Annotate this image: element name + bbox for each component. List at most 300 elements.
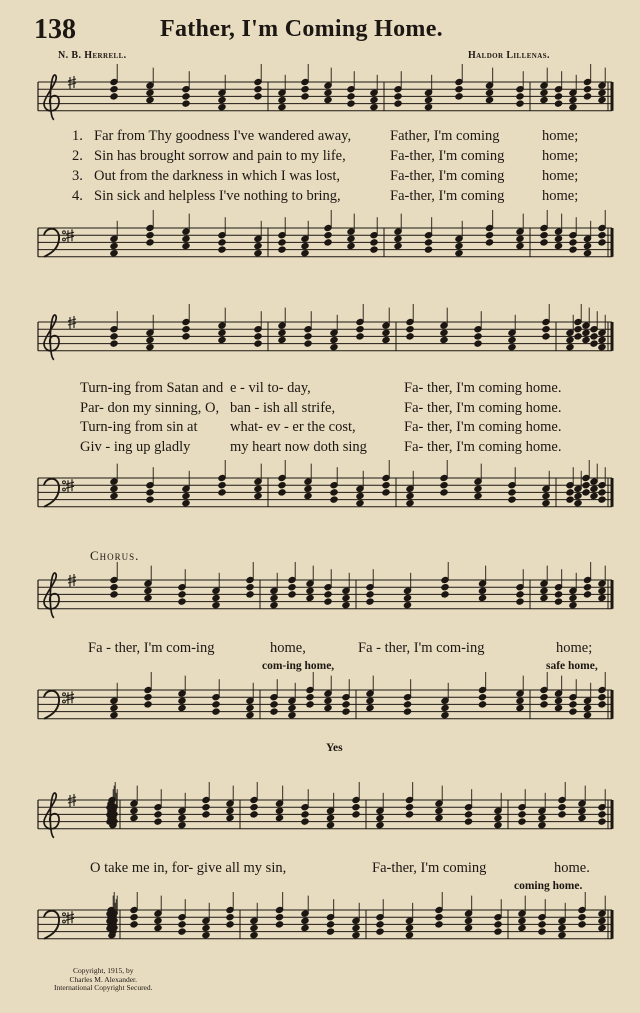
note-head — [508, 496, 516, 503]
note-head — [478, 594, 486, 601]
verse-lyric: 1. — [72, 128, 83, 144]
note-head — [538, 822, 546, 829]
note-head — [278, 489, 286, 496]
note-head — [518, 811, 526, 818]
verse-lyric: home; — [542, 168, 579, 184]
note-head — [270, 594, 278, 601]
note-head — [540, 232, 548, 239]
note-head — [455, 242, 463, 249]
note-head — [250, 932, 258, 939]
verse-lyric: Out from the darkness in which I was lost, — [94, 168, 341, 184]
note-head — [485, 89, 493, 96]
note-head — [569, 602, 577, 609]
note-head — [516, 697, 524, 704]
note-head — [403, 708, 411, 715]
note-head — [554, 598, 562, 605]
note-head — [324, 591, 332, 598]
note-head — [347, 235, 355, 242]
note-head — [178, 697, 186, 704]
verse-lyric: e - vil to- day, — [230, 380, 311, 396]
note-head — [212, 701, 220, 708]
note-head — [406, 333, 414, 340]
note-head — [582, 489, 590, 496]
note-head — [154, 917, 162, 924]
note-head — [304, 492, 312, 499]
note-head — [478, 587, 486, 594]
note-head — [370, 96, 378, 103]
note-head — [182, 235, 190, 242]
note-head — [366, 591, 374, 598]
note-head — [474, 333, 482, 340]
note-head — [508, 344, 516, 351]
chorus-lyric: home, — [270, 640, 306, 656]
note-head — [326, 822, 334, 829]
note-head — [182, 326, 190, 333]
note-head — [598, 818, 606, 825]
note-head — [278, 104, 286, 111]
verse-lyric: Sin sick and helpless I've nothing to bring, — [94, 188, 341, 204]
note-head — [424, 239, 432, 246]
note-head — [178, 921, 186, 928]
note-head — [485, 96, 493, 103]
verse-lyric: Far from Thy goodness I've wandered away, — [94, 128, 352, 144]
note-head — [178, 822, 186, 829]
note-head — [370, 239, 378, 246]
copyright-line: Charles M. Alexander. — [69, 974, 137, 984]
note-head — [516, 704, 524, 711]
note-head — [218, 246, 226, 253]
note-head — [578, 921, 586, 928]
note-head — [569, 246, 577, 253]
note-head — [226, 807, 234, 814]
note-head — [324, 96, 332, 103]
note-head — [370, 104, 378, 111]
note-head — [494, 928, 502, 935]
note-head — [540, 89, 548, 96]
note-head — [130, 814, 138, 821]
note-head — [178, 814, 186, 821]
note-head — [356, 500, 364, 507]
note-head — [246, 591, 254, 598]
hymn-title: Father, I'm Coming Home. — [160, 16, 443, 42]
verse-lyric: home; — [542, 188, 579, 204]
note-head — [542, 333, 550, 340]
note-head — [516, 235, 524, 242]
note-head — [347, 242, 355, 249]
note-head — [324, 89, 332, 96]
note-head — [306, 587, 314, 594]
note-head — [146, 336, 154, 343]
note-head — [110, 704, 118, 711]
note-head — [202, 804, 210, 811]
verse-lyric: Par- don my sinning, O, — [80, 399, 220, 416]
note-head — [540, 587, 548, 594]
note-head — [218, 104, 226, 111]
note-head — [146, 232, 154, 239]
note-head — [382, 336, 390, 343]
note-head — [583, 712, 591, 719]
note-head — [254, 333, 262, 340]
note-head — [178, 591, 186, 598]
note-head — [330, 344, 338, 351]
note-head — [558, 932, 566, 939]
note-head — [218, 329, 226, 336]
note-head — [554, 93, 562, 100]
bass-clef-dot — [63, 238, 66, 241]
note-head — [278, 482, 286, 489]
note-head — [250, 811, 258, 818]
verse-lyric: 4. — [72, 188, 83, 204]
note-head — [583, 704, 591, 711]
note-head — [246, 584, 254, 591]
note-head — [566, 336, 574, 343]
note-head — [598, 701, 606, 708]
note-head — [301, 924, 309, 931]
note-head — [366, 697, 374, 704]
note-head — [288, 712, 296, 719]
note-head — [146, 496, 154, 503]
note-head — [598, 232, 606, 239]
note-head — [540, 701, 548, 708]
note-head — [376, 921, 384, 928]
note-head — [464, 811, 472, 818]
note-head — [146, 96, 154, 103]
note-head — [254, 250, 262, 257]
note-head — [394, 235, 402, 242]
note-head — [441, 704, 449, 711]
note-head — [218, 482, 226, 489]
note-head — [403, 701, 411, 708]
note-head — [583, 584, 591, 591]
note-head — [304, 340, 312, 347]
verse-lyric: 2. — [72, 148, 83, 164]
chorus-lyric: O take me in, for- give all my sin, — [90, 860, 287, 876]
note-head — [403, 594, 411, 601]
note-head — [394, 100, 402, 107]
note-head — [590, 485, 598, 492]
note-head — [538, 928, 546, 935]
note-head — [178, 704, 186, 711]
note-head — [485, 239, 493, 246]
note-head — [540, 694, 548, 701]
note-head — [598, 924, 606, 931]
note-head — [578, 807, 586, 814]
note-head — [494, 814, 502, 821]
note-head — [370, 246, 378, 253]
note-head — [324, 598, 332, 605]
note-head — [212, 708, 220, 715]
note-head — [590, 340, 598, 347]
note-head — [110, 242, 118, 249]
note-head — [254, 93, 262, 100]
note-head — [275, 914, 283, 921]
note-head — [182, 93, 190, 100]
note-head — [455, 93, 463, 100]
note-head — [455, 250, 463, 257]
note-head — [254, 492, 262, 499]
note-head — [254, 242, 262, 249]
note-head — [324, 697, 332, 704]
note-head — [301, 811, 309, 818]
note-head — [352, 811, 360, 818]
note-head — [144, 594, 152, 601]
note-head — [540, 594, 548, 601]
verse-lyric: Fa-ther, I'm coming — [390, 168, 505, 184]
note-head — [342, 594, 350, 601]
note-head — [598, 587, 606, 594]
note-head — [226, 921, 234, 928]
note-head — [110, 340, 118, 347]
note-head — [324, 704, 332, 711]
note-head — [516, 591, 524, 598]
note-head — [508, 336, 516, 343]
note-head — [254, 485, 262, 492]
note-head — [246, 712, 254, 719]
note-head — [464, 818, 472, 825]
note-head — [566, 344, 574, 351]
note-head — [569, 594, 577, 601]
note-head — [382, 482, 390, 489]
bass-echo: Yes — [326, 742, 343, 754]
note-head — [376, 928, 384, 935]
note-head — [516, 242, 524, 249]
verse-lyric: home; — [542, 148, 579, 164]
note-head — [275, 807, 283, 814]
note-head — [347, 93, 355, 100]
note-head — [494, 921, 502, 928]
note-head — [598, 239, 606, 246]
note-head — [590, 492, 598, 499]
note-head — [301, 242, 309, 249]
chorus-echo: com-ing home, — [262, 660, 335, 672]
note-head — [516, 93, 524, 100]
note-head — [178, 598, 186, 605]
note-head — [342, 602, 350, 609]
note-head — [382, 329, 390, 336]
note-head — [441, 712, 449, 719]
note-head — [474, 340, 482, 347]
note-head — [518, 917, 526, 924]
note-head — [424, 104, 432, 111]
copyright-line: Copyright, 1915, by — [73, 966, 134, 975]
verse-lyric: Fa- ther, I'm coming home. — [404, 419, 562, 435]
verse-lyric: Turn-ing from sin at — [80, 419, 198, 435]
note-head — [330, 489, 338, 496]
bass-clef-dot — [63, 488, 66, 491]
note-head — [146, 89, 154, 96]
chorus-echo: coming home. — [514, 880, 583, 892]
note-head — [464, 917, 472, 924]
note-head — [376, 814, 384, 821]
note-head — [342, 708, 350, 715]
note-head — [278, 239, 286, 246]
note-head — [306, 694, 314, 701]
note-head — [583, 86, 591, 93]
note-head — [440, 489, 448, 496]
copyright-notice — [54, 967, 153, 993]
note-head — [254, 340, 262, 347]
note-head — [554, 697, 562, 704]
note-head — [582, 336, 590, 343]
note-head — [110, 712, 118, 719]
verse-lyric: Turn-ing from Satan and — [80, 380, 224, 396]
note-head — [569, 708, 577, 715]
note-head — [435, 814, 443, 821]
note-head — [574, 333, 582, 340]
note-head — [569, 104, 577, 111]
chorus-label: Chorus. — [90, 548, 140, 563]
note-head — [352, 804, 360, 811]
chorus-lyric: Fa - ther, I'm com-ing — [358, 640, 485, 656]
note-head — [254, 86, 262, 93]
verse-lyric: Fa-ther, I'm coming — [390, 188, 505, 204]
note-head — [569, 239, 577, 246]
note-head — [144, 694, 152, 701]
note-head — [342, 701, 350, 708]
note-head — [110, 584, 118, 591]
note-head — [366, 704, 374, 711]
note-head — [270, 701, 278, 708]
note-head — [590, 333, 598, 340]
copyright-line: International Copyright Secured. — [54, 983, 153, 993]
verse-lyric: Fa- ther, I'm coming home. — [404, 380, 562, 396]
note-head — [376, 822, 384, 829]
note-head — [598, 917, 606, 924]
note-head — [441, 591, 449, 598]
note-head — [278, 329, 286, 336]
time-signature: 4 — [82, 229, 90, 246]
note-head — [578, 814, 586, 821]
note-head — [218, 239, 226, 246]
note-head — [566, 496, 574, 503]
note-head — [516, 100, 524, 107]
note-head — [226, 814, 234, 821]
note-head — [424, 246, 432, 253]
bass-clef-dot — [63, 920, 66, 923]
author-credit: N. B. Herrell. — [58, 50, 127, 61]
note-head — [598, 344, 606, 351]
note-head — [110, 86, 118, 93]
note-head — [435, 914, 443, 921]
time-signature: 4 — [82, 83, 90, 100]
note-head — [146, 344, 154, 351]
chorus-lyric: home. — [554, 860, 590, 876]
note-head — [130, 921, 138, 928]
note-head — [405, 811, 413, 818]
note-head — [435, 921, 443, 928]
note-head — [356, 326, 364, 333]
note-head — [578, 914, 586, 921]
note-head — [598, 89, 606, 96]
note-head — [366, 598, 374, 605]
note-head — [270, 602, 278, 609]
verse-lyric: my heart now doth sing — [230, 438, 367, 455]
note-head — [270, 708, 278, 715]
verse-lyric: Sin has brought sorrow and pain to my life, — [94, 148, 346, 164]
chorus-lyric: Fa - ther, I'm com-ing — [88, 640, 215, 656]
note-head — [154, 924, 162, 931]
note-head — [278, 96, 286, 103]
note-head — [301, 250, 309, 257]
note-head — [540, 239, 548, 246]
note-head — [440, 329, 448, 336]
note-head — [275, 921, 283, 928]
note-head — [154, 811, 162, 818]
note-head — [326, 921, 334, 928]
verse-lyric: Giv - ing up gladly — [80, 438, 191, 455]
note-head — [110, 250, 118, 257]
note-head — [583, 242, 591, 249]
bass-clef-dot — [63, 481, 66, 484]
note-head — [441, 584, 449, 591]
note-head — [440, 336, 448, 343]
note-head — [110, 333, 118, 340]
note-head — [202, 932, 210, 939]
verse-lyric: what- ev - er the cost, — [230, 419, 356, 435]
verse-lyric: Fa- ther, I'm coming home. — [404, 399, 562, 416]
note-head — [278, 336, 286, 343]
note-head — [144, 587, 152, 594]
note-head — [330, 336, 338, 343]
note-head — [405, 932, 413, 939]
note-head — [542, 326, 550, 333]
note-head — [130, 807, 138, 814]
note-head — [542, 500, 550, 507]
note-head — [554, 242, 562, 249]
note-head — [301, 917, 309, 924]
note-head — [558, 924, 566, 931]
note-head — [406, 492, 414, 499]
note-head — [304, 485, 312, 492]
verse-lyric: 3. — [72, 168, 83, 184]
note-head — [352, 932, 360, 939]
note-head — [598, 489, 606, 496]
note-head — [212, 602, 220, 609]
note-head — [146, 239, 154, 246]
note-head — [330, 496, 338, 503]
note-head — [218, 336, 226, 343]
note-head — [110, 492, 118, 499]
note-head — [288, 704, 296, 711]
bass-clef-dot — [63, 693, 66, 696]
note-head — [356, 333, 364, 340]
note-head — [406, 326, 414, 333]
note-head — [474, 492, 482, 499]
note-head — [518, 924, 526, 931]
composer-credit: Haldor Lillenas. — [468, 50, 550, 61]
note-head — [558, 811, 566, 818]
note-head — [440, 482, 448, 489]
note-head — [464, 924, 472, 931]
note-head — [554, 704, 562, 711]
time-signature: 4 — [82, 243, 90, 260]
note-head — [406, 500, 414, 507]
verse-lyric: Fa-ther, I'm coming — [390, 148, 505, 164]
note-head — [382, 489, 390, 496]
note-head — [182, 500, 190, 507]
note-head — [538, 814, 546, 821]
note-head — [569, 701, 577, 708]
note-head — [154, 818, 162, 825]
note-head — [218, 489, 226, 496]
note-head — [435, 807, 443, 814]
note-head — [569, 96, 577, 103]
note-head — [598, 811, 606, 818]
note-head — [558, 804, 566, 811]
note-head — [508, 489, 516, 496]
note-head — [582, 482, 590, 489]
note-head — [474, 485, 482, 492]
